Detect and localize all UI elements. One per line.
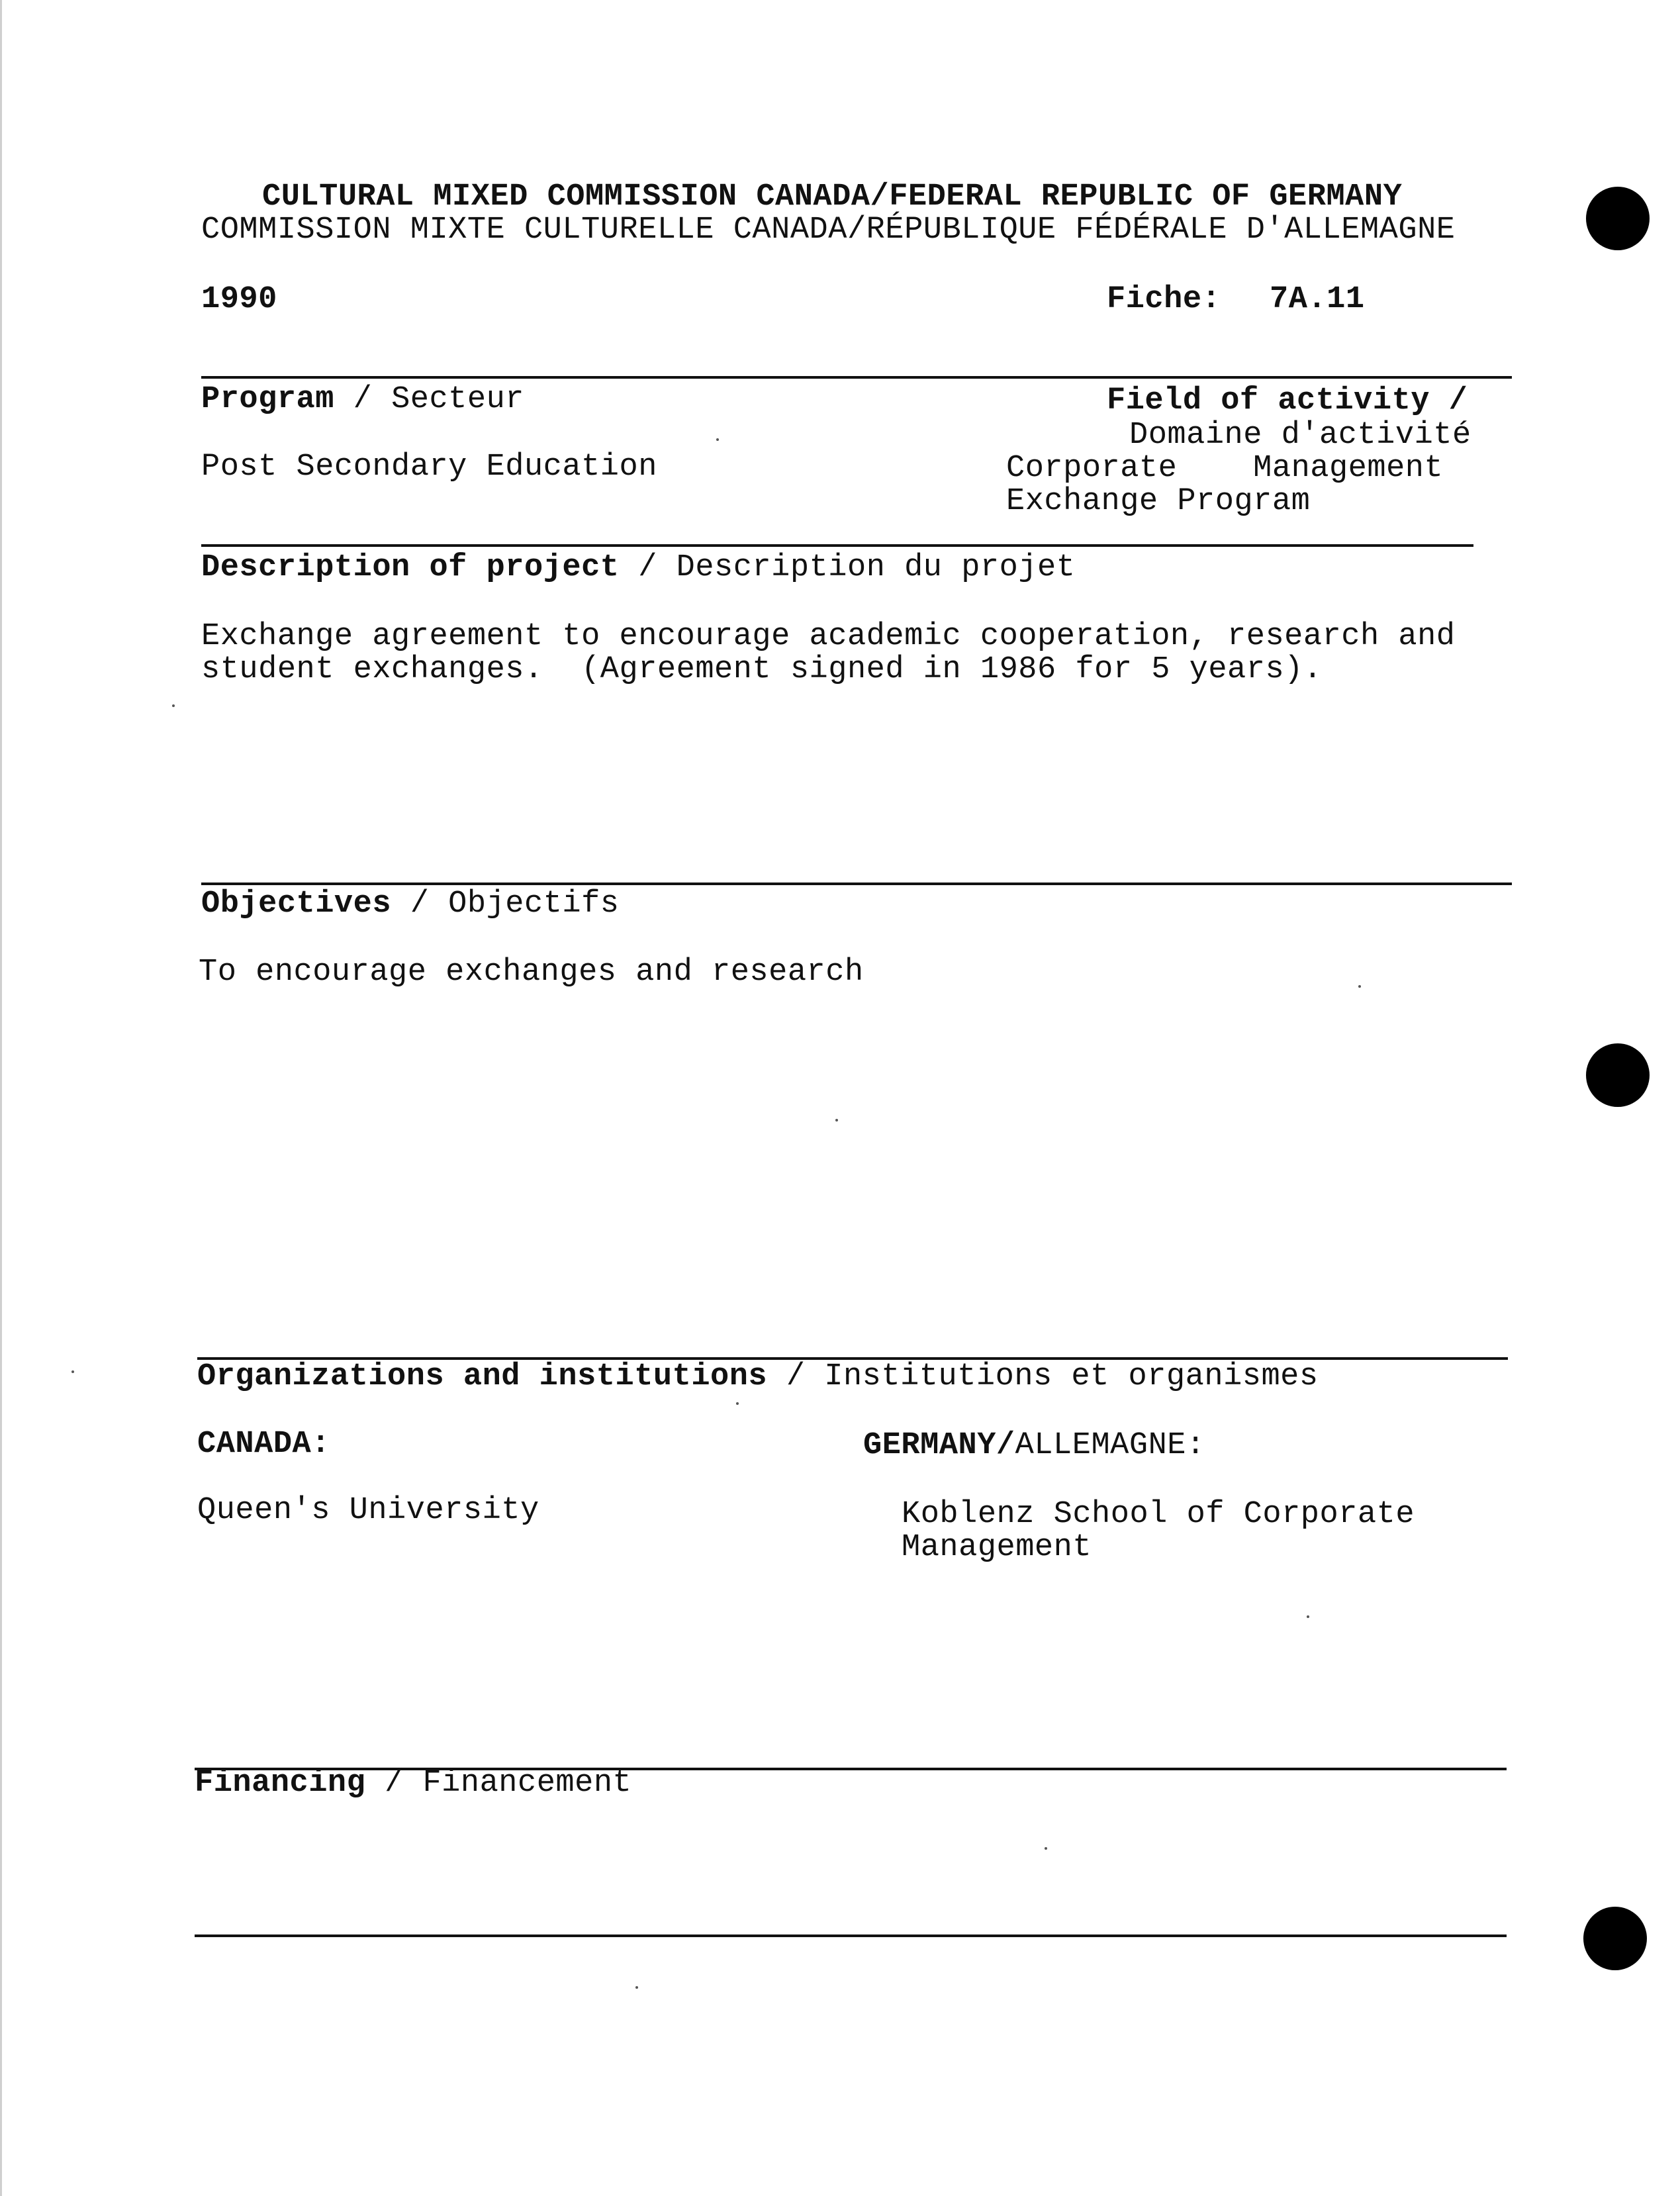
field-label-en: Field of activity / <box>1107 383 1468 418</box>
program-label-fr: / Secteur <box>353 382 524 417</box>
financing-label-fr: / Financement <box>385 1766 632 1801</box>
description-label-fr: / Description du projet <box>638 550 1076 585</box>
divider-bottom <box>195 1934 1507 1937</box>
objectives-label <box>201 887 620 922</box>
scan-speck <box>71 1370 74 1373</box>
scan-speck <box>736 1402 739 1405</box>
canada-label: CANADA: <box>197 1427 330 1462</box>
program-label <box>201 383 524 417</box>
financing-label-en: Financing <box>195 1766 366 1801</box>
punch-hole-top <box>1586 187 1650 250</box>
year: 1990 <box>201 282 277 317</box>
scan-speck <box>1045 1847 1047 1850</box>
scan-speck <box>835 1119 838 1122</box>
objectives-label-en: Objectives <box>201 886 392 922</box>
description-label-en: Description of project <box>201 550 620 585</box>
fiche-label: Fiche: <box>1107 282 1221 317</box>
scan-speck <box>1358 985 1361 988</box>
germany-label <box>863 1429 1205 1463</box>
organizations-label <box>197 1360 1319 1394</box>
objectives-label-fr: / Objectifs <box>410 886 620 922</box>
description-line2: student exchanges. (Agreement signed in 1986 for 5 years). <box>201 652 1323 687</box>
punch-hole-bottom <box>1583 1907 1647 1970</box>
objectives-value: To encourage exchanges and research <box>199 955 864 990</box>
divider-top <box>201 376 1512 379</box>
title-french: COMMISSION MIXTE CULTURELLE CANADA/RÉPUBLIQUE FÉDÉRALE D'ALLEMAGNE <box>201 213 1456 248</box>
program-value: Post Secondary Education <box>201 450 657 485</box>
field-label-fr: Domaine d'activité <box>1129 418 1471 453</box>
germany-label-part2: ALLEMAGNE: <box>1015 1428 1205 1463</box>
financing-label <box>195 1766 631 1801</box>
punch-hole-middle <box>1586 1043 1650 1107</box>
scan-speck <box>1307 1615 1309 1618</box>
germany-label-part1: GERMANY/ <box>863 1428 1015 1463</box>
field-value-line1: Corporate Management <box>1006 451 1444 486</box>
scan-speck <box>635 1986 638 1989</box>
field-value-line2: Exchange Program <box>1006 484 1311 519</box>
organizations-label-fr: / Institutions et organismes <box>786 1359 1319 1394</box>
page-edge-shadow <box>0 0 2 2196</box>
title-english: CULTURAL MIXED COMMISSION CANADA/FEDERAL REPUBLIC OF GERMANY <box>262 179 1403 215</box>
organizations-label-en: Organizations and institutions <box>197 1359 768 1394</box>
canada-institution: Queen's University <box>197 1493 539 1528</box>
scan-speck <box>172 704 175 707</box>
divider-description <box>201 544 1473 547</box>
scan-speck <box>716 438 719 441</box>
description-label <box>201 551 1075 585</box>
germany-institution-line1: Koblenz School of Corporate <box>902 1497 1415 1532</box>
fiche-number: 7A.11 <box>1270 282 1365 317</box>
program-label-en: Program <box>201 382 334 417</box>
germany-institution-line2: Management <box>902 1530 1092 1565</box>
description-line1: Exchange agreement to encourage academic cooperation, research and <box>201 619 1456 654</box>
divider-objectives <box>201 883 1512 885</box>
